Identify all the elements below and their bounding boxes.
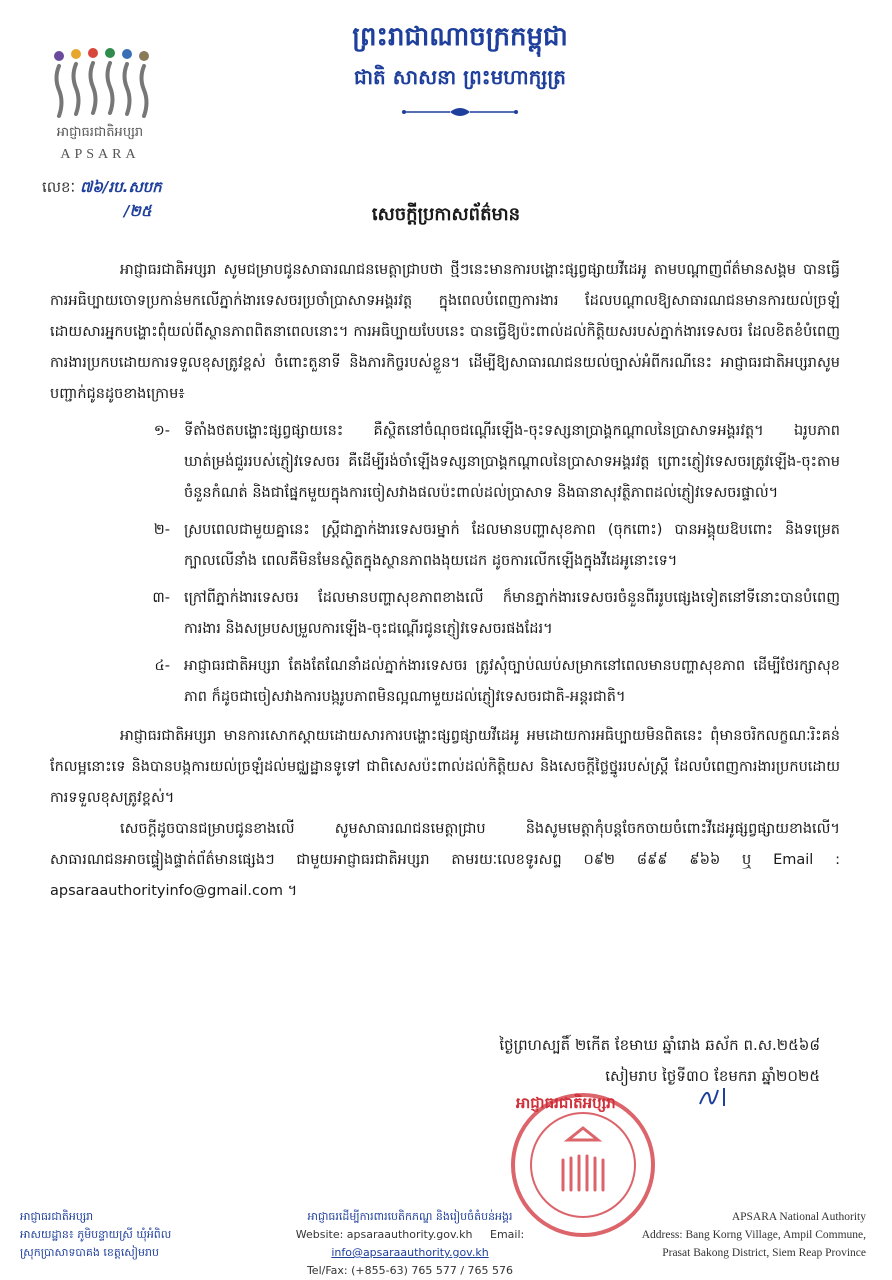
apsara-logo xyxy=(30,42,170,163)
reference-value: ៧៦/រប.សបក xyxy=(79,178,162,196)
point-text: អាជ្ញាធរជាតិអប្សរា តែងតែណែនាំដល់ភ្នាក់ងារទេសចរ ត្រូវសុំច្បាប់ឈប់សម្រាកនៅពេលមានបញ្ហាសុខភាព ដើម្បីថែរក្សាសុខភាព ក៏ដូចជាចៀសវាងការបង្ករូបភាពមិនល្អណាមួយដល់ភ្ញៀវទេសចរជាតិ-អន្តរជាតិ។ xyxy=(184,658,840,705)
email-link[interactable]: info@apsaraauthority.gov.kh xyxy=(331,1246,489,1259)
list-item xyxy=(50,416,840,509)
logo-text-en: APSARA xyxy=(60,147,140,162)
reference-year: /២៥ xyxy=(124,202,152,220)
footer-org-kh: អាជ្ញាធរជាតិអប្សរា xyxy=(20,1210,94,1223)
regret-paragraph: អាជ្ញាធរជាតិអប្សរា មានការសោកស្តាយដោយសារការបង្ហោះផ្សព្វផ្សាយវីដេអូ អមដោយការអធិប្បាយមិនពិតនេះ ពុំមានចរិកលក្ខណៈរិះគន់កែលម្អនោះទេ និងបានបង្កការយល់ច្រឡំដល់មជ្ឈដ្ឋានទូទៅ ជាពិសេសប៉ះពាល់ដល់កិត្តិយស និងសេចក្តីថ្លៃថ្នូររបស់ស្ត្រី ដែលបំពេញការងារប្រកបដោយការទទួលខុសត្រូវខ្ពស់។ xyxy=(50,728,840,806)
footer-center xyxy=(220,1208,600,1280)
email-label: Email: xyxy=(490,1228,525,1241)
footer-district-en: Prasat Bakong District, Siem Reap Province xyxy=(662,1247,866,1259)
point-text: ក្រៅពីភ្នាក់ងារទេសចរ ដែលមានបញ្ហាសុខភាពខាងលើ ក៏មានភ្នាក់ងារទេសចរចំនួនពីររូបផ្សេងទៀតនៅទីនោះបានបំពេញការងារ និងសម្របសម្រួលការឡើង-ចុះជណ្តើរជូនភ្ញៀវទេសចរផងដែរ។ xyxy=(184,590,840,637)
footer-right xyxy=(606,1208,866,1262)
point-number: ៤- xyxy=(154,658,170,674)
footer-org-en: APSARA National Authority xyxy=(731,1211,866,1223)
footer-district-kh: ស្រុកប្រាសាទបាគង ខេត្តសៀមរាប xyxy=(20,1246,160,1259)
kingdom-title: ព្រះរាជាណាចក្រកម្ពុជា xyxy=(352,22,568,52)
point-text: ស្របពេលជាមួយគ្នានេះ ស្ត្រីជាភ្នាក់ងារទេសចរម្នាក់ ដែលមានបញ្ហាសុខភាព (ចុកពោះ) បានអង្គុយឱបពោះ និងទម្រេតក្បាលលើនាំង ពេលគឺមិនមែនស្ថិតក្នុងស្ថានភាពងងុយដេក ដូចការលើកឡើងក្នុងវីដេអូនោះទេ។ xyxy=(184,522,840,569)
points-list xyxy=(50,416,840,713)
point-number: ១- xyxy=(153,423,170,439)
footer xyxy=(0,1208,892,1280)
ornament-divider-icon xyxy=(400,104,520,120)
national-motto: ជាតិ សាសនា ព្រះមហាក្សត្រ xyxy=(354,65,566,89)
kingdom-heading xyxy=(250,20,670,124)
logo-text-kh: អាជ្ញាធរជាតិអប្សរា xyxy=(56,125,144,140)
document-title: សេចក្តីប្រកាសព័ត៌មាន xyxy=(371,204,521,225)
list-item xyxy=(50,515,840,577)
intro-paragraph: អាជ្ញាធរជាតិអប្សរា សូមជម្រាបជូនសាធារណជនមេត្តាជ្រាបថា ថ្មីៗនេះមានការបង្ហោះផ្សព្វផ្សាយវីដេអូ តាមបណ្តាញព័ត៌មានសង្គម បានធ្វើការអធិប្បាយចោទប្រកាន់មកលើភ្នាក់ងារទេសចរប្រចាំប្រាសាទអង្គរវត្ត ក្នុងពេលបំពេញការងារ ដែលបណ្តាលឱ្យសាធារណជនមានការយល់ច្រឡំដោយសារអ្នកបង្ហោះពុំយល់ពីស្ថានភាពពិតនាពេលនោះ។ ការអធិប្បាយបែបនេះ បានធ្វើឱ្យប៉ះពាល់ដល់កិត្តិយសរបស់ភ្នាក់ងារទេសចរ ដែលខិតខំបំពេញការងារប្រកបដោយការទទួលខុសត្រូវខ្ពស់ ចំពោះតួនាទី និងភារកិច្ចរបស់ខ្លួន។ ដើម្បីឱ្យសាធារណជនយល់ច្បាស់អំពីករណីនេះ អាជ្ញាធរជាតិអប្សរាសូមបញ្ជាក់ជូនដូចខាងក្រោម៖ xyxy=(50,262,840,402)
signatory-name: អាជ្ញាធរជាតិអប្សរា xyxy=(516,1094,616,1112)
apsara-flames-icon xyxy=(45,42,155,122)
document-body xyxy=(50,255,840,907)
signature-icon xyxy=(696,1080,736,1110)
date-block xyxy=(499,1030,820,1092)
telephone-fax: Tel/Fax: (+855-63) 765 577 / 765 576 xyxy=(306,1264,514,1277)
place-date: សៀមរាប ថ្ងៃទី៣០ ខែមករា ឆ្នាំ២០២៥ xyxy=(605,1067,820,1085)
closing-paragraph: សេចក្តីដូចបានជម្រាបជូនខាងលើ សូមសាធារណជនមេត្តាជ្រាប និងសូមមេត្តាកុំបន្តចែកចាយចំពោះវីដេអូផ្សព្វផ្សាយខាងលើ។ សាធារណជនអាចផ្ទៀងផ្ទាត់ព័ត៌មានផ្សេងៗ ជាមួយអាជ្ញាធរជាតិអប្សរា តាមរយៈលេខទូរសព្ទ ០៩២ ៨៩៩ ៩៦៦ ឬ Email : apsaraauthorityinfo@gmail.com ។ xyxy=(50,821,840,899)
point-text: ទីតាំងថតបង្ហោះផ្សព្វផ្សាយនេះ គឺស្ថិតនៅចំណុចជណ្តើរឡើង-ចុះទស្សនាប្រាង្គកណ្តាលនៃប្រាសាទអង្គរវត្ត។ ឯរូបភាពឃាត់ម្រង់ជួររបស់ភ្ញៀវទេសចរ គឺដើម្បីរង់ចាំឡើងទស្សនាប្រាង្គកណ្តាលនៃប្រាសាទអង្គរវត្ត ព្រោះភ្ញៀវទេសចរត្រូវឡើង-ចុះតាមចំនួនកំណត់ និងជាផ្នែកមួយក្នុងការចៀសវាងផលប៉ះពាល់ដល់ប្រាសាទ និងធានាសុវត្ថិភាពដល់ភ្ញៀវទេសចរផ្ទាល់។ xyxy=(184,423,840,501)
footer-mission-kh: អាជ្ញាធរដើម្បីការពារបេតិកភណ្ឌ និងរៀបចំតំបន់អង្គរ xyxy=(307,1210,513,1223)
point-number: ៣- xyxy=(152,590,170,606)
point-number: ២- xyxy=(153,522,170,538)
footer-left xyxy=(20,1208,220,1262)
list-item xyxy=(50,651,840,713)
reference-number xyxy=(42,178,162,220)
website-link[interactable]: apsaraauthority.gov.kh xyxy=(346,1228,473,1241)
lunar-date: ថ្ងៃព្រហស្បតិ៍ ២កើត ខែមាឃ ឆ្នាំរោង ឆស័ក ព.ស.២៥៦៨ xyxy=(499,1036,820,1054)
reference-label: លេខៈ xyxy=(42,178,76,196)
footer-address-en: Address: Bang Korng Village, Ampil Commune, xyxy=(641,1229,866,1241)
website-label: Website: xyxy=(295,1228,344,1241)
footer-address-kh: អាសយដ្ឋាន៖ ភូមិបន្ទាយស្រី ឃុំអំពិល xyxy=(20,1228,172,1241)
list-item xyxy=(50,583,840,645)
